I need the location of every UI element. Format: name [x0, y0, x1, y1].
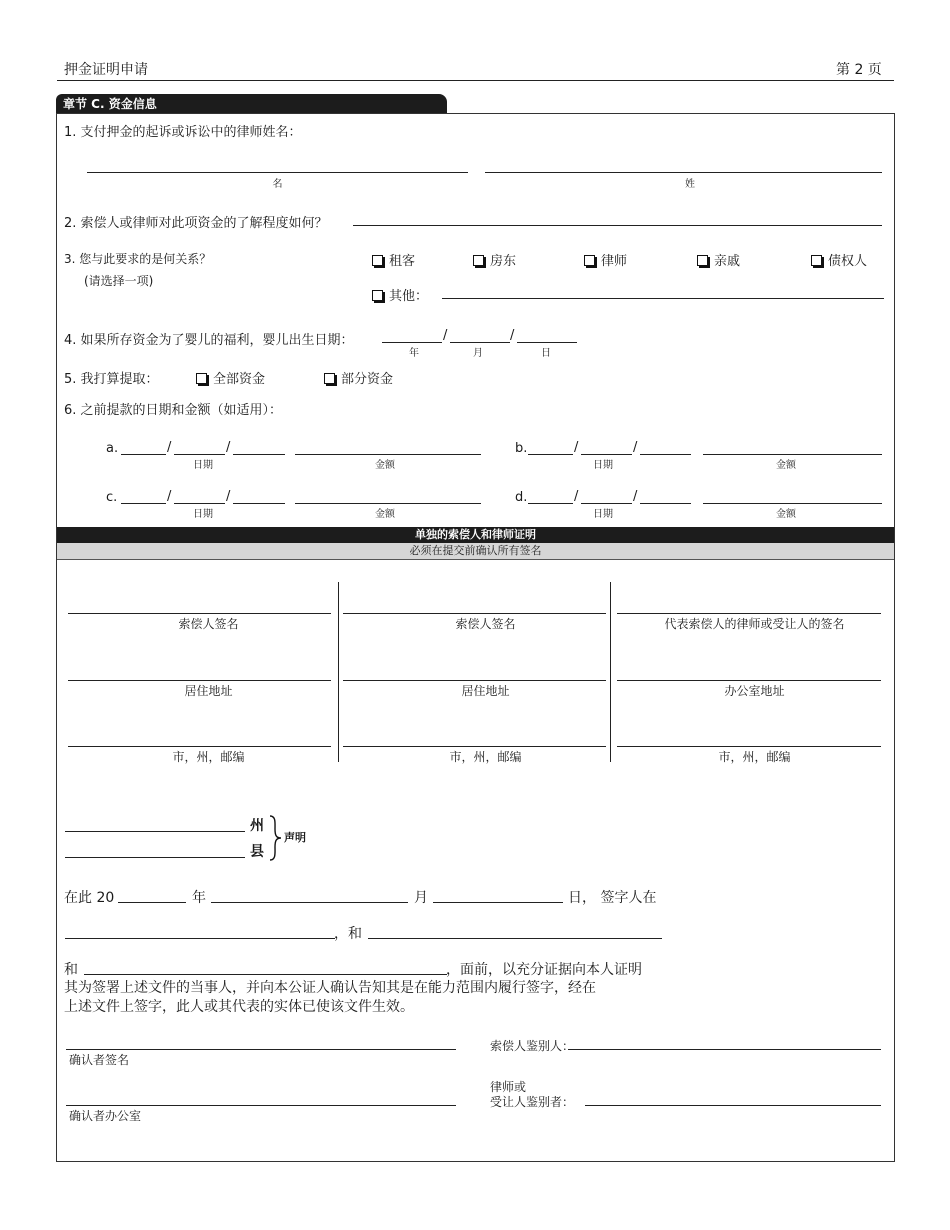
attorney-signature-caption: 代表索偿人的律师或受让人的签名: [664, 617, 845, 631]
a-amount-caption: 金额: [375, 460, 395, 471]
option-other[interactable]: 其他：: [372, 285, 428, 304]
date-sep: /: [167, 440, 172, 455]
notary-text-1: ，面前，以充分证据向本人证明: [446, 962, 642, 978]
checkbox-icon[interactable]: [473, 255, 484, 266]
c-amount-caption: 金额: [375, 509, 395, 520]
date-sep: /: [443, 328, 448, 343]
a-date-caption: 日期: [193, 460, 213, 471]
q1-label: 1. 支付押金的起诉或诉讼中的律师姓名：: [64, 125, 302, 140]
withdrawal-b-label: b.: [515, 441, 528, 456]
claimant2-city-caption: 市，州，邮编: [449, 750, 522, 764]
sig-divider-1: [338, 582, 339, 762]
month-caption: 月: [473, 348, 483, 359]
withdrawal-d-label: d.: [515, 490, 528, 505]
form-title: 押金证明申请: [64, 62, 148, 78]
notary-text-2: 其为签署上述文件的当事人，并向本公证人确认告知其是在能力范围内履行签字，经在: [64, 980, 596, 996]
a-date-2[interactable]: [174, 454, 225, 455]
date-sep: /: [574, 440, 579, 455]
claimant1-signature-field[interactable]: [68, 613, 331, 614]
q4-label: 4. 如果所存资金为了婴儿的福利，婴儿出生日期：: [64, 333, 354, 348]
claimant2-address-field[interactable]: [343, 680, 606, 681]
attorney-city-caption: 市，州，邮编: [718, 750, 791, 764]
option-creditor[interactable]: 债权人: [811, 250, 867, 269]
attorney-office-caption: 办公室地址: [724, 684, 785, 698]
withdrawal-a-label: a.: [106, 441, 119, 456]
option-relative[interactable]: 亲戚: [697, 250, 740, 269]
d-date-caption: 日期: [593, 509, 613, 520]
option-all-funds[interactable]: 全部资金: [196, 368, 265, 387]
header-rule: [57, 80, 894, 81]
claimant1-signature-caption: 索偿人签名: [178, 617, 239, 631]
notary-text-3: 上述文件上签字，此人或其代表的实体已使该文件生效。: [64, 999, 414, 1015]
notary-year-label: 年: [192, 890, 206, 906]
statement-label: 声明: [284, 831, 306, 844]
claimant1-address-field[interactable]: [68, 680, 331, 681]
last-name-caption: 姓: [685, 179, 695, 190]
date-sep: /: [226, 440, 231, 455]
notary-month-field[interactable]: [211, 902, 408, 903]
page-number: 第 2 页: [836, 62, 882, 78]
c-date-2[interactable]: [174, 503, 225, 504]
other-relationship-field[interactable]: [442, 298, 884, 299]
b-date-3[interactable]: [640, 454, 691, 455]
option-landlord[interactable]: 房东: [473, 250, 516, 269]
d-date-3[interactable]: [640, 503, 691, 504]
claimant1-city-caption: 市，州，邮编: [172, 750, 245, 764]
option-partial-funds[interactable]: 部分资金: [324, 368, 393, 387]
b-date-2[interactable]: [581, 454, 632, 455]
certification-title: 单独的索偿人和律师证明: [57, 527, 894, 543]
notary-in-year: 在此 20: [64, 890, 115, 906]
attorney-identifier-label-1: 律师或: [490, 1080, 527, 1094]
date-sep: /: [226, 489, 231, 504]
checkbox-icon[interactable]: [324, 373, 335, 384]
state-label: 州: [250, 818, 264, 834]
brace-icon: [268, 815, 282, 861]
a-date-3[interactable]: [233, 454, 285, 455]
notary-day-label: 日， 签字人在: [568, 890, 657, 906]
attorney-first-name-field[interactable]: [87, 172, 468, 173]
section-title: 章节 C. 资金信息: [63, 97, 157, 111]
birth-month-field[interactable]: [450, 342, 510, 343]
a-date-1[interactable]: [121, 454, 166, 455]
notary-and-2: 和: [64, 962, 78, 978]
notary-day-field[interactable]: [433, 902, 563, 903]
attorney-last-name-field[interactable]: [485, 172, 882, 173]
option-tenant[interactable]: 租客: [372, 250, 415, 269]
checkbox-icon[interactable]: [697, 255, 708, 266]
withdrawal-c-label: c.: [106, 490, 118, 505]
notary-year-field[interactable]: [118, 902, 186, 903]
b-date-caption: 日期: [593, 460, 613, 471]
q3-label: 3. 您与此要求的是何关系？: [64, 252, 212, 266]
acknowledger-signature-field[interactable]: [66, 1049, 456, 1050]
attorney-identifier-label-2: 受让人鉴别者：: [490, 1095, 575, 1109]
signer-name-field-3[interactable]: [84, 974, 447, 975]
day-caption: 日: [541, 348, 551, 359]
checkbox-icon[interactable]: [372, 255, 383, 266]
claimant2-signature-field[interactable]: [343, 613, 606, 614]
acknowledger-office-caption: 确认者办公室: [69, 1109, 142, 1123]
acknowledger-signature-caption: 确认者签名: [69, 1053, 130, 1067]
acknowledger-office-field[interactable]: [66, 1105, 456, 1106]
q6-label: 6. 之前提款的日期和金额（如适用）：: [64, 403, 283, 418]
claimant2-city-field[interactable]: [343, 746, 606, 747]
claimant2-address-caption: 居住地址: [461, 684, 510, 698]
birth-year-field[interactable]: [382, 342, 442, 343]
year-caption: 年: [409, 348, 419, 359]
checkbox-icon[interactable]: [372, 290, 383, 301]
attorney-signature-field[interactable]: [617, 613, 881, 614]
a-amount-field[interactable]: [295, 454, 481, 455]
signer-name-field-2[interactable]: [368, 938, 662, 939]
c-date-3[interactable]: [233, 503, 285, 504]
certification-subtitle: 必须在提交前确认所有签名: [57, 543, 894, 560]
d-date-1[interactable]: [528, 503, 573, 504]
option-attorney[interactable]: 律师: [584, 250, 627, 269]
knowledge-field[interactable]: [353, 225, 882, 226]
b-amount-caption: 金额: [776, 460, 796, 471]
q2-label: 2. 索偿人或律师对此项资金的了解程度如何？: [64, 216, 328, 231]
d-amount-field[interactable]: [703, 503, 882, 504]
state-field[interactable]: [65, 831, 245, 832]
date-sep: /: [633, 440, 638, 455]
signer-name-field-1[interactable]: [65, 938, 335, 939]
date-sep: /: [633, 489, 638, 504]
county-label: 县: [250, 844, 264, 860]
b-amount-field[interactable]: [703, 454, 882, 455]
date-sep: /: [574, 489, 579, 504]
checkbox-icon[interactable]: [811, 255, 822, 266]
attorney-identifier-field[interactable]: [585, 1105, 881, 1106]
checkbox-icon[interactable]: [584, 255, 595, 266]
birth-day-field[interactable]: [517, 342, 577, 343]
county-field[interactable]: [65, 857, 245, 858]
date-sep: /: [510, 328, 515, 343]
d-date-2[interactable]: [581, 503, 632, 504]
claimant1-city-field[interactable]: [68, 746, 331, 747]
attorney-office-field[interactable]: [617, 680, 881, 681]
attorney-city-field[interactable]: [617, 746, 881, 747]
claimant-identifier-field[interactable]: [568, 1049, 881, 1050]
d-amount-caption: 金额: [776, 509, 796, 520]
claimant-identifier-label: 索偿人鉴别人：: [490, 1039, 575, 1053]
checkbox-icon[interactable]: [196, 373, 207, 384]
notary-and-1: ，和: [334, 926, 362, 942]
q3-sublabel: (请选择一项): [84, 274, 154, 288]
c-date-caption: 日期: [193, 509, 213, 520]
first-name-caption: 名: [272, 179, 283, 190]
notary-month-label: 月: [414, 890, 428, 906]
claimant2-signature-caption: 索偿人签名: [455, 617, 516, 631]
b-date-1[interactable]: [528, 454, 573, 455]
c-amount-field[interactable]: [295, 503, 481, 504]
date-sep: /: [167, 489, 172, 504]
sig-divider-2: [610, 582, 611, 762]
q5-label: 5. 我打算提取：: [64, 372, 159, 387]
c-date-1[interactable]: [121, 503, 166, 504]
claimant1-address-caption: 居住地址: [184, 684, 233, 698]
